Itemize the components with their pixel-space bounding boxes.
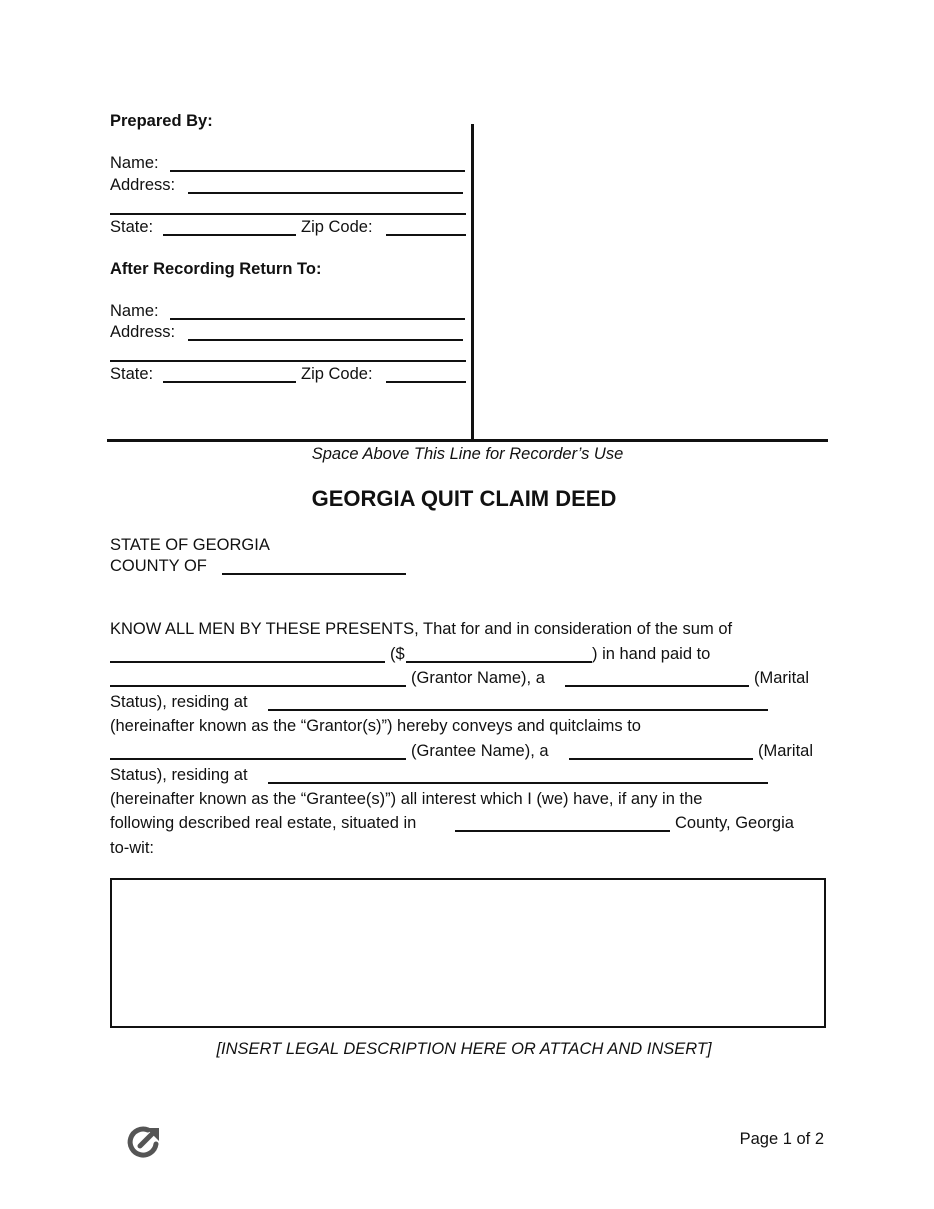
situated-in-text: following described real estate, situated in	[110, 814, 417, 832]
return-to-zip-field[interactable]	[386, 381, 466, 383]
grantor-marital-label: (Marital	[754, 669, 810, 687]
county-label: COUNTY OF	[110, 557, 207, 575]
legal-description-note: [INSERT LEGAL DESCRIPTION HERE OR ATTACH AND INSERT]	[216, 1040, 712, 1058]
grantor-marital-field[interactable]	[565, 685, 749, 687]
property-county-field[interactable]	[455, 830, 670, 832]
grantee-name-label: (Grantee Name), a	[411, 742, 549, 760]
grantee-address-field[interactable]	[268, 782, 768, 784]
prepared-by-heading: Prepared By:	[110, 112, 213, 130]
grantor-name-field[interactable]	[110, 685, 406, 687]
consideration-words-field[interactable]	[110, 661, 385, 663]
legal-description-box[interactable]	[110, 878, 826, 1028]
consideration-amount-field[interactable]	[406, 661, 592, 663]
prepared-by-zip-field[interactable]	[386, 234, 466, 236]
return-to-address-field-line-2[interactable]	[110, 360, 466, 362]
return-to-state-field[interactable]	[163, 381, 296, 383]
grantor-status-residing: Status), residing at	[110, 693, 248, 711]
return-to-address-field[interactable]	[188, 339, 463, 341]
document-title: GEORGIA QUIT CLAIM DEED	[311, 486, 617, 511]
prepared-by-address-field[interactable]	[188, 192, 463, 194]
prepared-by-address-label: Address:	[110, 176, 176, 194]
dollar-open: ($	[390, 645, 405, 663]
prepared-by-name-field[interactable]	[170, 170, 465, 172]
grantor-known-text: (hereinafter known as the “Grantor(s)”) hereby conveys and quitclaims to	[110, 717, 641, 735]
prepared-by-state-field[interactable]	[163, 234, 296, 236]
return-to-address-label: Address:	[110, 323, 176, 341]
grantee-status-residing: Status), residing at	[110, 766, 248, 784]
prepared-by-address-field-line-2[interactable]	[110, 213, 466, 215]
to-wit-text: to-wit:	[110, 839, 155, 857]
body-line-1: KNOW ALL MEN BY THESE PRESENTS, That for and in consideration of the sum of	[110, 620, 733, 638]
return-to-name-field[interactable]	[170, 318, 465, 320]
recorder-vertical-divider	[471, 124, 474, 441]
state-line: STATE OF GEORGIA	[110, 536, 270, 554]
grantor-name-label: (Grantor Name), a	[411, 669, 545, 687]
grantee-name-field[interactable]	[110, 758, 406, 760]
prepared-by-name-label: Name:	[110, 154, 159, 172]
return-to-state-label: State:	[110, 365, 154, 383]
page-number: Page 1 of 2	[739, 1130, 824, 1148]
return-to-heading: After Recording Return To:	[110, 260, 322, 278]
county-field[interactable]	[222, 573, 406, 575]
refresh-arrow-logo-icon	[126, 1124, 162, 1160]
grantee-marital-field[interactable]	[569, 758, 753, 760]
recorder-horizontal-divider	[107, 439, 828, 442]
grantor-address-field[interactable]	[268, 709, 768, 711]
grantee-known-text: (hereinafter known as the “Grantee(s)”) all interest which I (we) have, if any in the	[110, 790, 703, 808]
return-to-zip-label: Zip Code:	[301, 365, 373, 383]
recorder-use-note: Space Above This Line for Recorder’s Use	[311, 445, 624, 463]
county-georgia-text: County, Georgia	[675, 814, 794, 832]
return-to-name-label: Name:	[110, 302, 159, 320]
prepared-by-state-label: State:	[110, 218, 154, 236]
grantee-marital-label: (Marital	[758, 742, 814, 760]
hand-paid-text: ) in hand paid to	[592, 645, 711, 663]
prepared-by-zip-label: Zip Code:	[301, 218, 373, 236]
